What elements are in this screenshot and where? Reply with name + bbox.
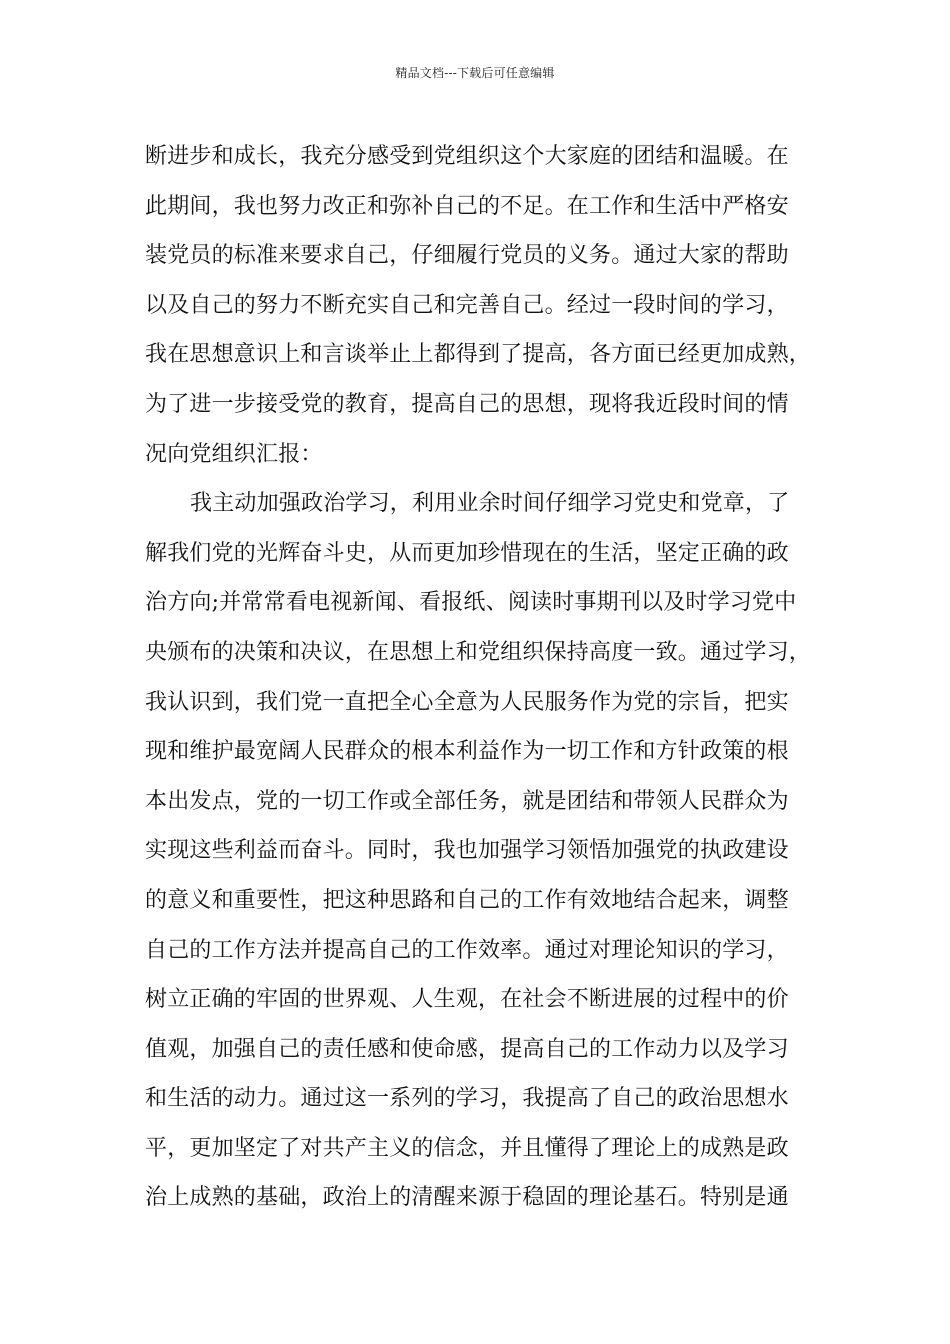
text-line: 和生活的动力。通过这一系列的学习，我提高了自己的政治思想水 xyxy=(145,1086,789,1112)
text-line: 值观，加强自己的责任感和使命感，提高自己的工作动力以及学习 xyxy=(145,1036,789,1062)
text-line: 我认识到，我们党一直把全心全意为人民服务作为党的宗旨，把实 xyxy=(145,689,789,715)
text-line: 的意义和重要性，把这种思路和自己的工作有效地结合起来，调整 xyxy=(145,887,789,913)
text-line: 况向党组织汇报： xyxy=(145,441,323,467)
text-line: 以及自己的努力不断充实自己和完善自己。经过一段时间的学习， xyxy=(145,292,789,318)
text-line: 装党员的标准来要求自己，仔细履行党员的义务。通过大家的帮助 xyxy=(145,243,789,269)
text-line: 此期间，我也努力改正和弥补自己的不足。在工作和生活中严格安 xyxy=(145,193,789,219)
text-line: 自己的工作方法并提高自己的工作效率。通过对理论知识的学习， xyxy=(145,937,789,963)
text-line: 实现这些利益而奋斗。同时，我也加强学习领悟加强党的执政建设 xyxy=(145,838,789,864)
page-header: 精品文档---下载后可任意编辑 xyxy=(395,66,555,80)
text-line: 解我们党的光辉奋斗史，从而更加珍惜现在的生活，坚定正确的政 xyxy=(145,540,789,566)
text-line: 平，更加坚定了对共产主义的信念，并且懂得了理论上的成熟是政 xyxy=(145,1135,789,1161)
text-line: 我在思想意识上和言谈举止上都得到了提高，各方面已经更加成熟， xyxy=(145,342,812,368)
body-text xyxy=(145,132,837,1223)
text-line: 我主动加强政治学习，利用业余时间仔细学习党史和党章，了 xyxy=(190,491,790,517)
paragraph xyxy=(145,132,837,479)
text-line: 为了进一步接受党的教育，提高自己的思想，现将我近段时间的情 xyxy=(145,391,789,417)
text-line: 本出发点，党的一切工作或全部任务，就是团结和带领人民群众为 xyxy=(145,788,789,814)
text-line: 现和维护最宽阔人民群众的根本利益作为一切工作和方针政策的根 xyxy=(145,739,789,765)
text-line: 治上成熟的基础，政治上的清醒来源于稳固的理论基石。特别是通 xyxy=(145,1185,789,1211)
text-line: 治方向;并常常看电视新闻、看报纸、阅读时事期刊以及时学习党中 xyxy=(145,590,797,616)
paragraph xyxy=(145,479,837,1223)
text-line: 央颁布的决策和决议，在思想上和党组织保持高度一致。通过学习， xyxy=(145,639,812,665)
text-line: 断进步和成长，我充分感受到党组织这个大家庭的团结和温暖。在 xyxy=(145,144,789,169)
text-line: 树立正确的牢固的世界观、人生观，在社会不断进展的过程中的价 xyxy=(145,987,789,1013)
